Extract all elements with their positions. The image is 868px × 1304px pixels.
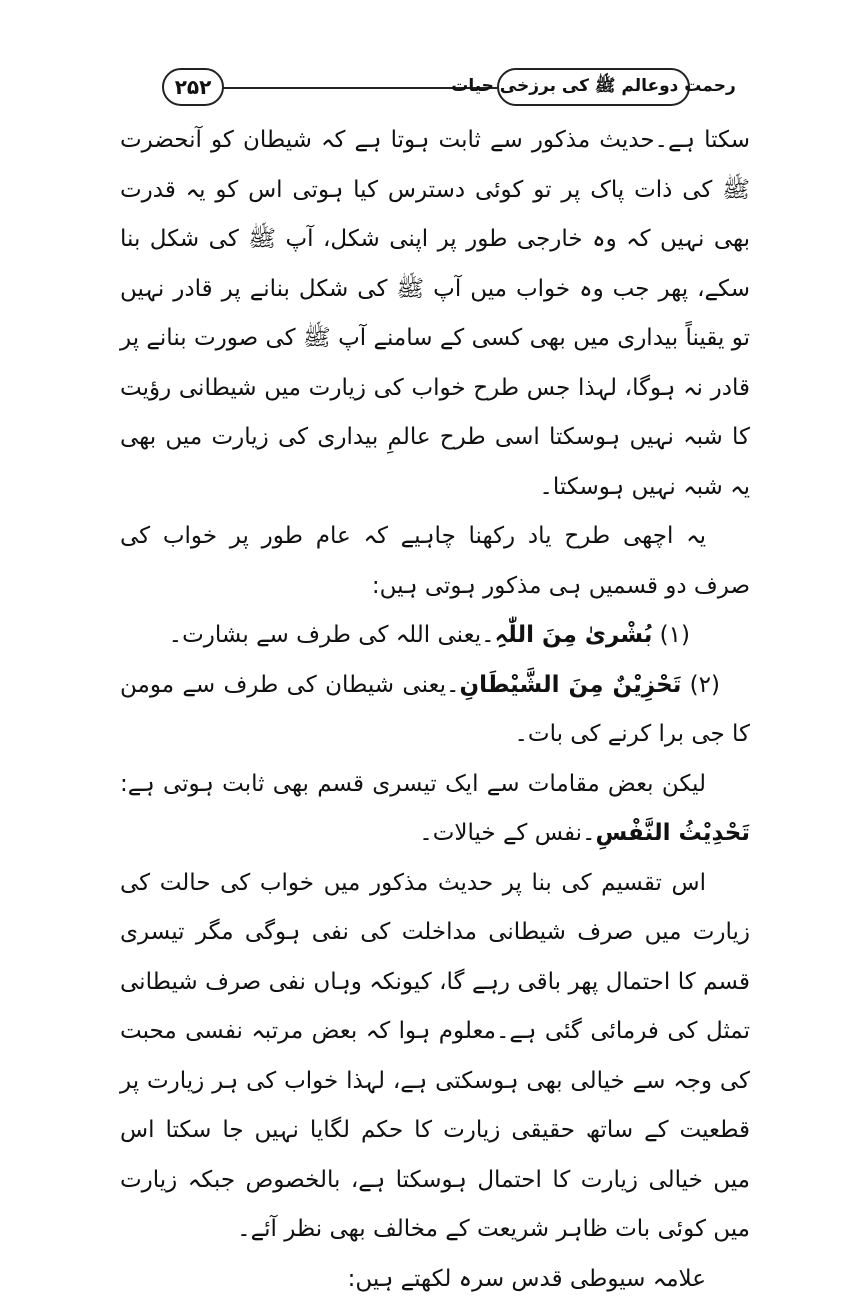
running-header-badge [497,68,690,106]
running-header-title: رحمت دوعالم ﷺ کی برزخی حیات [451,75,736,100]
list-item-1-arabic: بُشْریٰ مِنَ اللّٰہِ [495,622,653,648]
list-item-2-number: (۲) [690,672,720,698]
paragraph-3-arabic: تَحْدِیْثُ النَّفْسِ [596,820,750,846]
paragraph-3 [120,760,750,859]
list-item-1 [120,611,750,661]
paragraph-3-text: لیکن بعض مقامات سے ایک تیسری قسم بھی ثابت ہوتی ہے: [120,771,706,797]
page-number-badge [162,68,224,106]
list-item-2-text: ۔یعنی شیطان کی طرف سے مومن کا جی برا کرنے کی بات۔ [120,672,750,748]
page-number: ۲۵۲ [175,75,212,99]
paragraph-2: یہ اچھی طرح یاد رکھنا چاہیے کہ عام طور پر خواب کی صرف دو قسمیں ہی مذکور ہوتی ہیں: [120,512,750,611]
list-item-1-text: ۔یعنی اللہ کی طرف سے بشارت۔ [169,622,495,648]
paragraph-4: اس تقسیم کی بنا پر حدیث مذکور میں خواب کی حالت کی زیارت میں صرف شیطانی مداخلت کی نفی ہوگی مگر تیسری قسم کا احتمال پھر باقی رہے گا، کیونکہ وہاں نفی صرف شیطانی تمثل کی فرمائی گئی ہے۔معلوم ہوا کہ بعض مرتبہ نفسی محبت کی وجہ سے خیالی بھی ہوسکتی ہے، لہذا خواب کی ہر زیارت پر قطعیت کے ساتھ حقیقی زیارت کا حکم لگایا نہیں جا سکتا اس میں خیالی زیارت کا احتمال ہوسکتا ہے، بالخصوص جبکہ زیارت میں کوئی بات ظاہر شریعت کے مخالف بھی نظر آئے۔ [120,859,750,1255]
body-text [120,116,750,1304]
paragraph-1: سکتا ہے۔حدیث مذکور سے ثابت ہوتا ہے کہ شیطان کو آنحضرت ﷺ کی ذات پاک پر تو کوئی دسترس کیا ہوتی اس کو یہ قدرت بھی نہیں کہ وہ خارجی طور پر اپنی شکل، آپ ﷺ کی شکل بنا سکے، پھر جب وہ خواب میں آپ ﷺ کی شکل بنانے پر قادر نہیں تو یقیناً بیداری میں بھی کسی کے سامنے آپ ﷺ کی صورت بنانے پر قادر نہ ہوگا، لہذا جس طرح خواب کی زیارت میں شیطانی رؤیت کا شبہ نہیں ہوسکتا اسی طرح عالمِ بیداری کی زیارت میں بھی یہ شبہ نہیں ہوسکتا۔ [120,116,750,512]
paragraph-3-tail: ۔نفس کے خیالات۔ [419,820,595,846]
list-item-1-number: (۱) [660,622,690,648]
paragraph-5: علامہ سیوطی قدس سرہ لکھتے ہیں: [120,1255,750,1304]
list-item-2 [120,661,750,760]
list-item-2-arabic: تَحْزِیْنٌ مِنَ الشَّیْطَانِ [459,672,681,698]
